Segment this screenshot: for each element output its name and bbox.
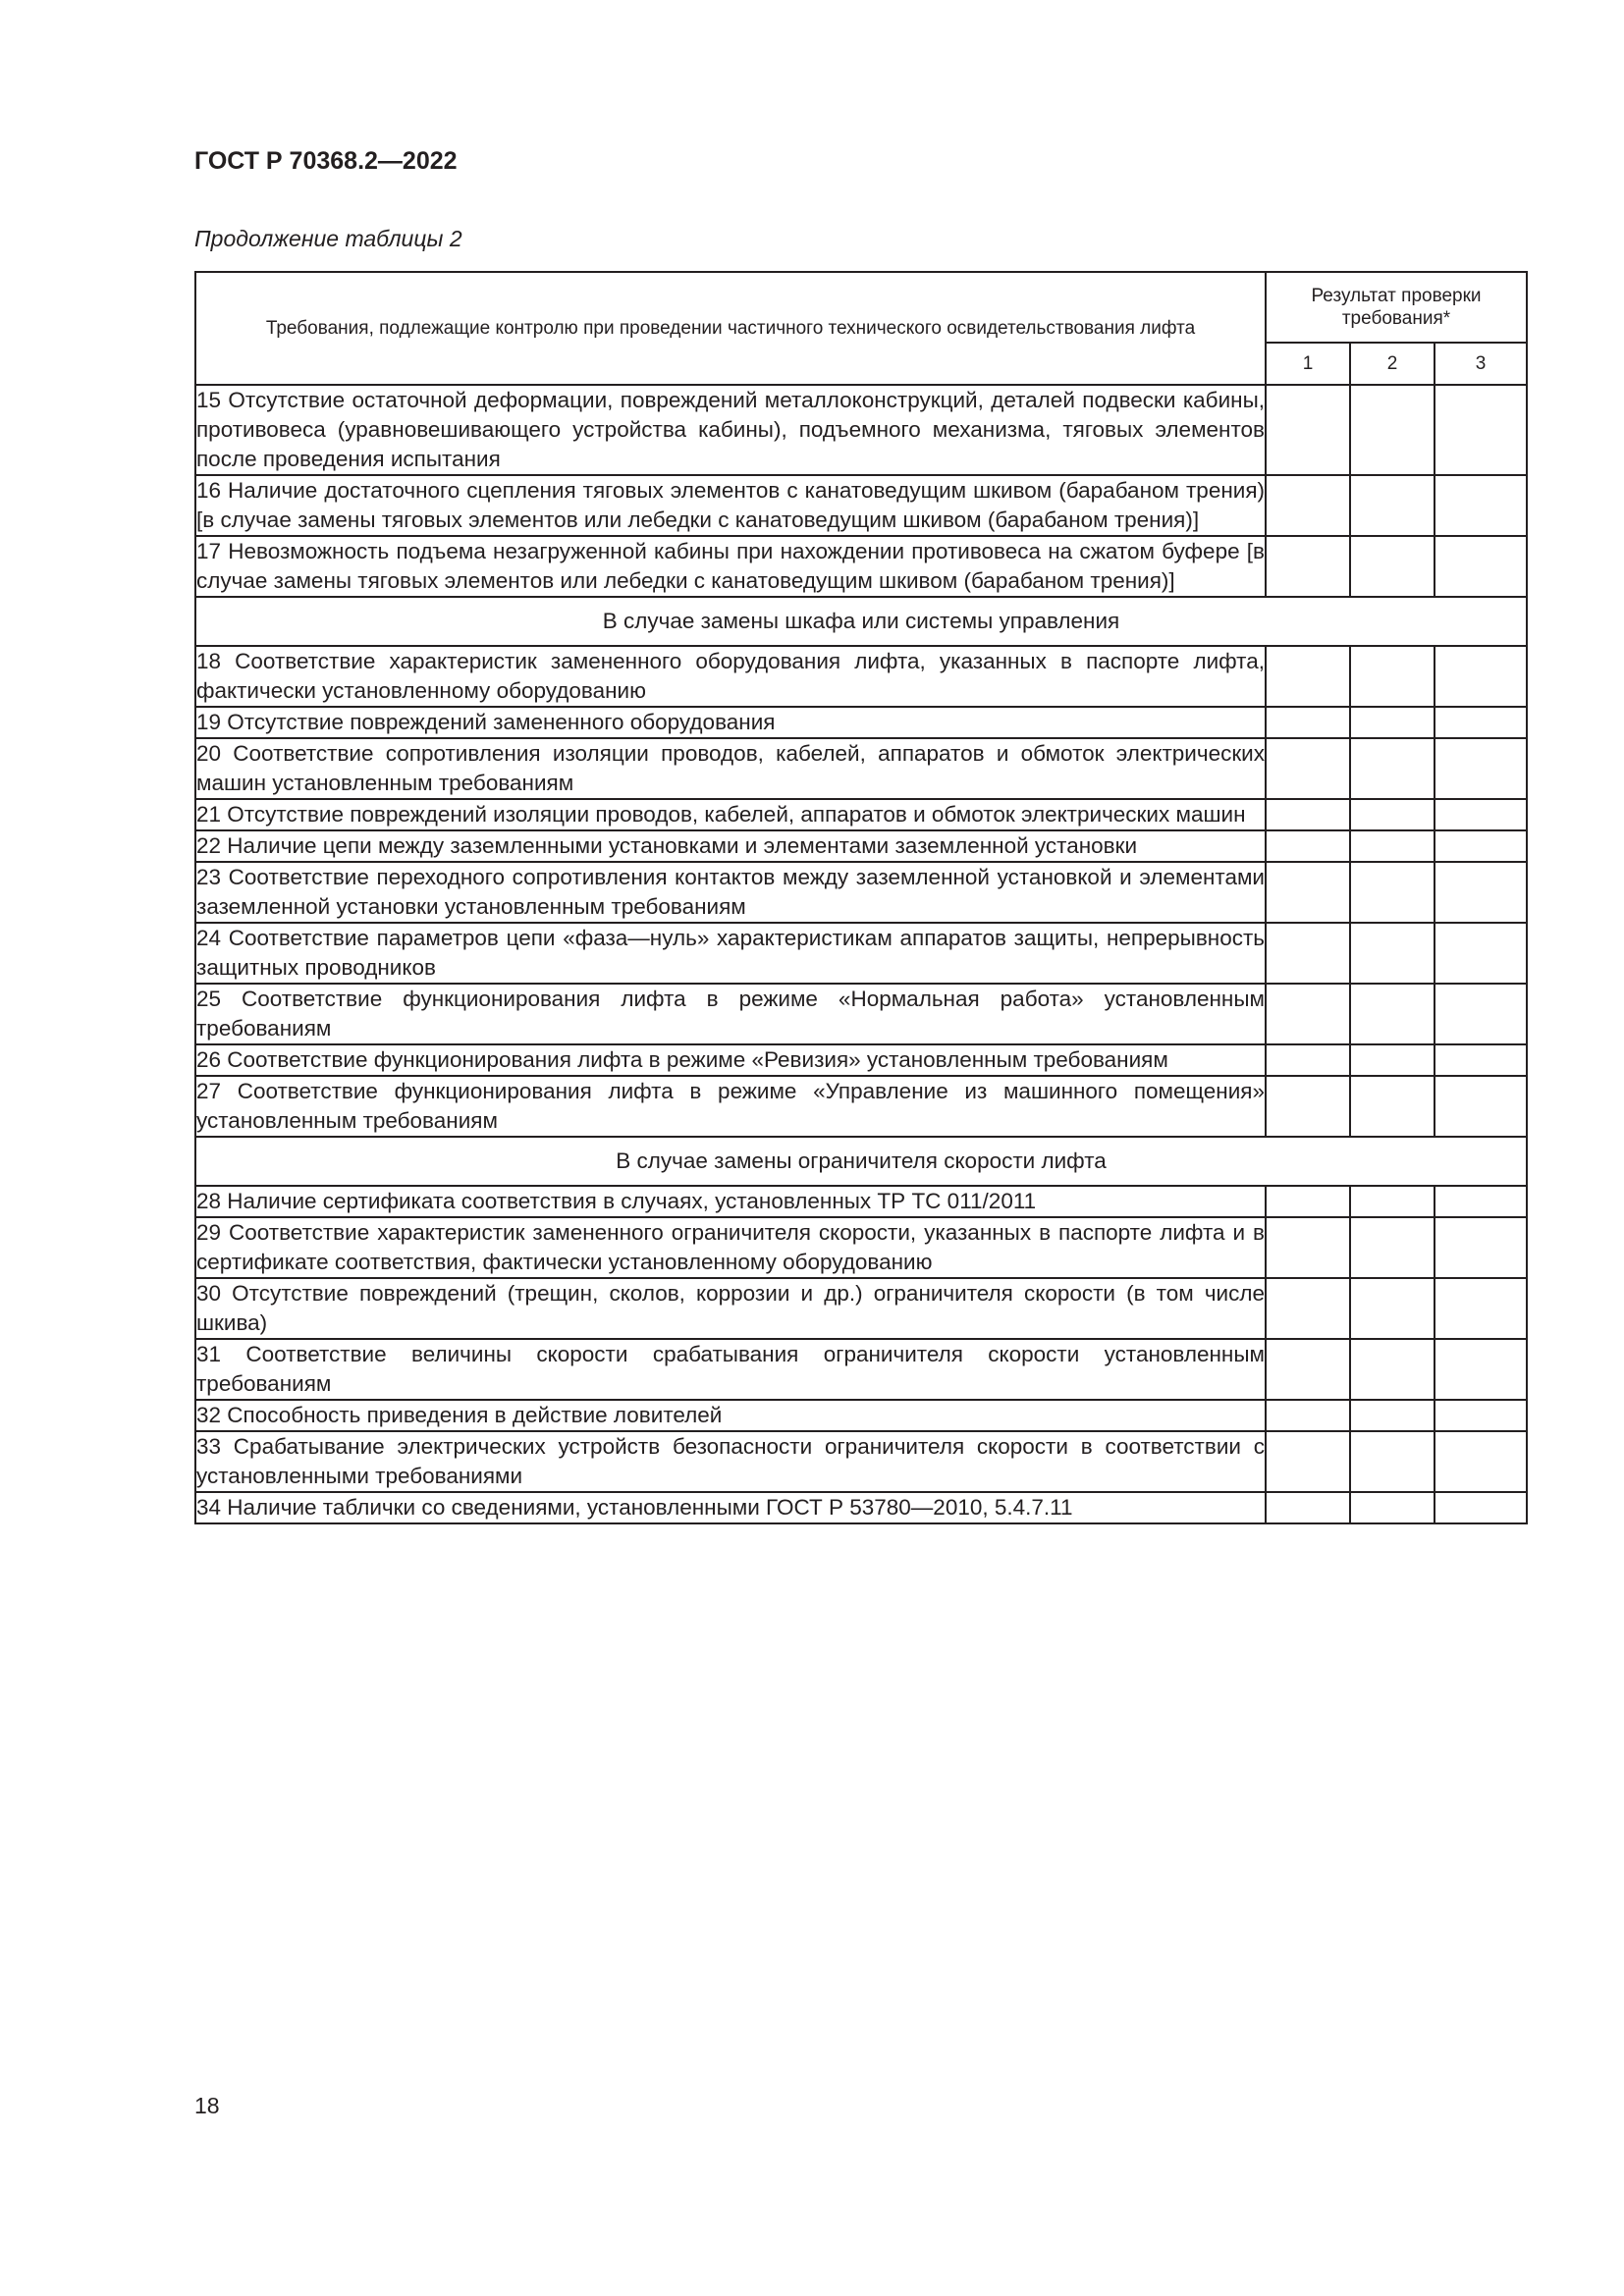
table-row xyxy=(195,1044,1527,1076)
result-cell-3[interactable] xyxy=(1435,738,1527,799)
result-cell-3[interactable] xyxy=(1435,1044,1527,1076)
table-row xyxy=(195,707,1527,738)
table-row xyxy=(195,1400,1527,1431)
section-row xyxy=(195,597,1527,646)
document-code: ГОСТ Р 70368.2—2022 xyxy=(194,147,458,175)
result-cell-3[interactable] xyxy=(1435,923,1527,984)
result-cell-2[interactable] xyxy=(1350,738,1435,799)
table-row xyxy=(195,830,1527,862)
requirement-text: 20 Соответствие сопротивления изоляции проводов, кабелей, аппаратов и обмоток электрических машин установленным требованиям xyxy=(195,738,1266,799)
result-cell-3[interactable] xyxy=(1435,1492,1527,1523)
requirement-text: 25 Соответствие функционирования лифта в режиме «Нормальная работа» установленным требованиям xyxy=(195,984,1266,1044)
result-cell-2[interactable] xyxy=(1350,1431,1435,1492)
result-cell-1[interactable] xyxy=(1266,1186,1350,1217)
result-cell-1[interactable] xyxy=(1266,862,1350,923)
section-row xyxy=(195,1137,1527,1186)
result-cell-1[interactable] xyxy=(1266,707,1350,738)
table-row xyxy=(195,1492,1527,1523)
requirement-text: 24 Соответствие параметров цепи «фаза—нуль» характеристикам аппаратов защиты, непрерывность защитных проводников xyxy=(195,923,1266,984)
result-cell-3[interactable] xyxy=(1435,1400,1527,1431)
result-column-header: Результат проверки требования* xyxy=(1266,272,1527,343)
result-cell-1[interactable] xyxy=(1266,1431,1350,1492)
result-cell-3[interactable] xyxy=(1435,799,1527,830)
requirement-text: 15 Отсутствие остаточной деформации, повреждений металлоконструкций, деталей подвески кабины, противовеса (уравновешивающего устройства кабины), подъемного механизма, тяговых элементов после проведения испытания xyxy=(195,385,1266,475)
result-cell-1[interactable] xyxy=(1266,1044,1350,1076)
result-cell-3[interactable] xyxy=(1435,1186,1527,1217)
result-cell-2[interactable] xyxy=(1350,1339,1435,1400)
requirement-text: 26 Соответствие функционирования лифта в режиме «Ревизия» установленным требованиям xyxy=(195,1044,1266,1076)
result-cell-1[interactable] xyxy=(1266,984,1350,1044)
requirement-text: 27 Соответствие функционирования лифта в режиме «Управление из машинного помещения» установленным требованиям xyxy=(195,1076,1266,1137)
result-cell-1[interactable] xyxy=(1266,923,1350,984)
result-cell-1[interactable] xyxy=(1266,1400,1350,1431)
result-cell-1[interactable] xyxy=(1266,646,1350,707)
table-row xyxy=(195,799,1527,830)
table-caption: Продолжение таблицы 2 xyxy=(194,226,462,251)
result-cell-3[interactable] xyxy=(1435,707,1527,738)
table-row xyxy=(195,385,1527,475)
result-cell-2[interactable] xyxy=(1350,830,1435,862)
result-cell-3[interactable] xyxy=(1435,646,1527,707)
result-cell-3[interactable] xyxy=(1435,984,1527,1044)
table-row xyxy=(195,1076,1527,1137)
result-cell-3[interactable] xyxy=(1435,536,1527,597)
requirement-text: 33 Срабатывание электрических устройств безопасности ограничителя скорости в соответствии с установленными требованиями xyxy=(195,1431,1266,1492)
section-title: В случае замены ограничителя скорости лифта xyxy=(195,1137,1527,1186)
table-row xyxy=(195,984,1527,1044)
result-cell-3[interactable] xyxy=(1435,475,1527,536)
requirement-text: 18 Соответствие характеристик замененного оборудования лифта, указанных в паспорте лифта, фактически установленному оборудованию xyxy=(195,646,1266,707)
requirements-table xyxy=(194,271,1528,1524)
table-body xyxy=(195,385,1527,1523)
table-row xyxy=(195,536,1527,597)
result-cell-3[interactable] xyxy=(1435,1217,1527,1278)
page-number: 18 xyxy=(194,2093,220,2118)
requirement-text: 16 Наличие достаточного сцепления тяговых элементов с канатоведущим шкивом (барабаном трения) [в случае замены тяговых элементов или лебедки с канатоведущим шкивом (барабаном трения)] xyxy=(195,475,1266,536)
result-cell-1[interactable] xyxy=(1266,1492,1350,1523)
requirement-text: 19 Отсутствие повреждений замененного оборудования xyxy=(195,707,1266,738)
result-cell-2[interactable] xyxy=(1350,1400,1435,1431)
requirement-text: 23 Соответствие переходного сопротивления контактов между заземленной установкой и элементами заземленной установки установленным требованиям xyxy=(195,862,1266,923)
result-cell-1[interactable] xyxy=(1266,1278,1350,1339)
result-cell-2[interactable] xyxy=(1350,984,1435,1044)
result-cell-3[interactable] xyxy=(1435,385,1527,475)
result-cell-2[interactable] xyxy=(1350,1278,1435,1339)
table-row xyxy=(195,1278,1527,1339)
result-cell-1[interactable] xyxy=(1266,475,1350,536)
result-cell-2[interactable] xyxy=(1350,1492,1435,1523)
result-cell-2[interactable] xyxy=(1350,536,1435,597)
result-cell-1[interactable] xyxy=(1266,738,1350,799)
table-row xyxy=(195,738,1527,799)
requirement-text: 21 Отсутствие повреждений изоляции проводов, кабелей, аппаратов и обмоток электрических машин xyxy=(195,799,1266,830)
result-cell-2[interactable] xyxy=(1350,1186,1435,1217)
result-cell-3[interactable] xyxy=(1435,1431,1527,1492)
result-cell-2[interactable] xyxy=(1350,1076,1435,1137)
requirement-text: 34 Наличие таблички со сведениями, установленными ГОСТ Р 53780—2010, 5.4.7.11 xyxy=(195,1492,1266,1523)
result-cell-3[interactable] xyxy=(1435,1076,1527,1137)
table-row xyxy=(195,923,1527,984)
table-row xyxy=(195,1186,1527,1217)
result-cell-1[interactable] xyxy=(1266,385,1350,475)
section-title: В случае замены шкафа или системы управления xyxy=(195,597,1527,646)
result-cell-2[interactable] xyxy=(1350,1044,1435,1076)
result-cell-2[interactable] xyxy=(1350,862,1435,923)
result-cell-2[interactable] xyxy=(1350,707,1435,738)
result-cell-2[interactable] xyxy=(1350,385,1435,475)
result-cell-3[interactable] xyxy=(1435,830,1527,862)
result-cell-2[interactable] xyxy=(1350,923,1435,984)
result-cell-2[interactable] xyxy=(1350,1217,1435,1278)
table-header xyxy=(195,272,1527,385)
result-column-1: 1 xyxy=(1266,343,1350,385)
result-cell-1[interactable] xyxy=(1266,1076,1350,1137)
result-cell-1[interactable] xyxy=(1266,1339,1350,1400)
table-row xyxy=(195,1217,1527,1278)
result-cell-1[interactable] xyxy=(1266,799,1350,830)
table-row xyxy=(195,475,1527,536)
result-cell-2[interactable] xyxy=(1350,646,1435,707)
requirement-text: 28 Наличие сертификата соответствия в случаях, установленных ТР ТС 011/2011 xyxy=(195,1186,1266,1217)
result-cell-2[interactable] xyxy=(1350,799,1435,830)
result-cell-3[interactable] xyxy=(1435,862,1527,923)
result-cell-2[interactable] xyxy=(1350,475,1435,536)
requirement-text: 29 Соответствие характеристик замененного ограничителя скорости, указанных в паспорте лифта и в сертификате соответствия, фактически установленному оборудованию xyxy=(195,1217,1266,1278)
table-row xyxy=(195,862,1527,923)
result-cell-1[interactable] xyxy=(1266,1217,1350,1278)
result-cell-1[interactable] xyxy=(1266,536,1350,597)
table-row xyxy=(195,1339,1527,1400)
requirements-column-header: Требования, подлежащие контролю при проведении частичного технического освидетельствования лифта xyxy=(195,272,1266,385)
requirement-text: 22 Наличие цепи между заземленными установками и элементами заземленной установки xyxy=(195,830,1266,862)
result-column-3: 3 xyxy=(1435,343,1527,385)
requirement-text: 31 Соответствие величины скорости срабатывания ограничителя скорости установленным требованиям xyxy=(195,1339,1266,1400)
table-row xyxy=(195,1431,1527,1492)
requirement-text: 32 Способность приведения в действие ловителей xyxy=(195,1400,1266,1431)
requirement-text: 30 Отсутствие повреждений (трещин, сколов, коррозии и др.) ограничителя скорости (в том числе шкива) xyxy=(195,1278,1266,1339)
result-cell-3[interactable] xyxy=(1435,1278,1527,1339)
requirement-text: 17 Невозможность подъема незагруженной кабины при нахождении противовеса на сжатом буфере [в случае замены тяговых элементов или лебедки с канатоведущим шкивом (барабаном трения)] xyxy=(195,536,1266,597)
table-row xyxy=(195,646,1527,707)
result-cell-1[interactable] xyxy=(1266,830,1350,862)
result-column-2: 2 xyxy=(1350,343,1435,385)
result-cell-3[interactable] xyxy=(1435,1339,1527,1400)
